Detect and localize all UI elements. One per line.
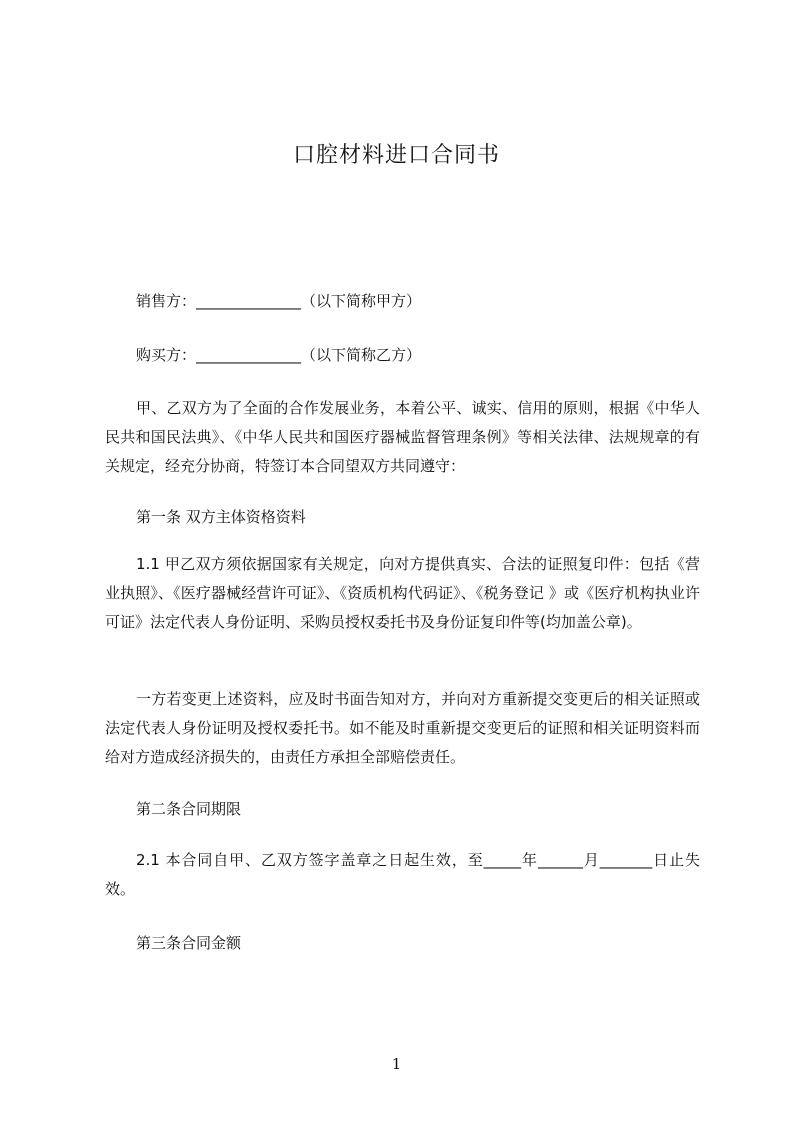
document-title: 口腔材料进口合同书 [292,143,500,168]
buyer-line: 购买方：______________（以下简称乙方） [136,346,422,364]
clause-1-1-paragraph: 1.1 甲乙双方须依据国家有关规定，向对方提供真实、合法的证照复印件：包括《营业执照》、《医疗器械经营许可证》、《资质机构代码证》、《税务登记 》或《医疗机构执业许可证》法定代表人身份证明、采购员授权委托书及身份证复印件等(均加盖公章)。 [105,555,700,631]
preamble-paragraph: 甲、乙双方为了全面的合作发展业务，本着公平、诚实、信用的原则，根据《中华人民共和国民法典》、《中华人民共和国医疗器械监督管理条例》等相关法律、法规规章的有关规定，经充分协商，特签订本合同望双方共同遵守： [105,399,700,475]
clause-1-change-paragraph: 一方若变更上述资料，应及时书面告知对方，并向对方重新提交变更后的相关证照或法定代表人身份证明及授权委托书。如不能及时重新提交变更后的证照和相关证明资料而给对方造成经济损失的，由责任方承担全部赔偿责任。 [105,690,700,766]
article-1-heading: 第一条 双方主体资格资料 [136,508,306,526]
page-number: 1 [391,1055,402,1073]
clause-2-1-paragraph: 2.1 本合同自甲、乙双方签字盖章之日起生效，至_____年______月_______日止失效。 [105,851,700,898]
seller-line: 销售方：______________（以下简称甲方） [136,292,422,310]
article-3-heading: 第三条合同金额 [136,934,242,952]
article-2-heading: 第二条合同期限 [136,800,242,818]
